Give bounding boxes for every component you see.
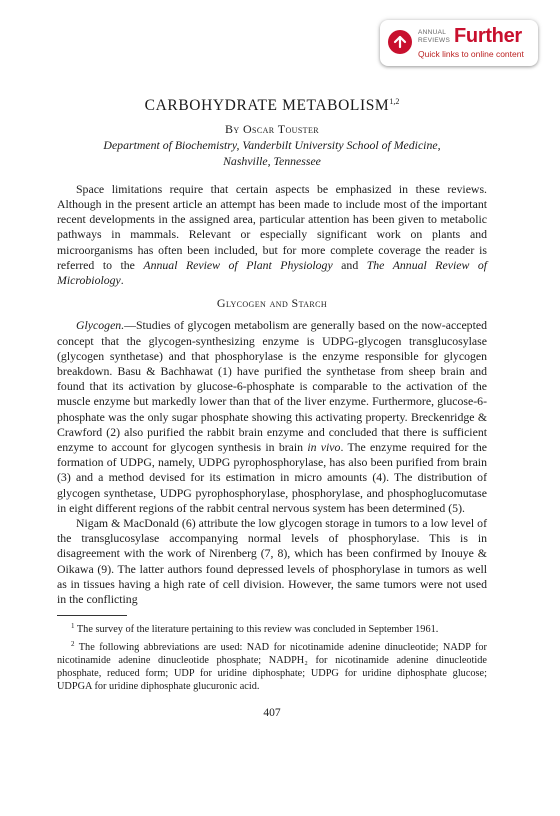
article-title xyxy=(57,94,487,113)
intro-journal-2: The Annual Review of Microbiology xyxy=(57,257,487,288)
tumor-paragraph: Nigam & MacDonald (6) attribute the low glycogen storage in tumors to a low level of the transglucosylase accompanying normal levels of phosphorylase. This is in disagreement with the work of Nirenberg (7, 8), which has been confirmed by Inouye & Oikawa (9). The latter authors found depressed levels of phosphorylase in tumors as well as in tissues having a high rate of cell division. However, the same tumors were not used in the conflicting xyxy=(57,516,487,607)
glycogen-lead: Glycogen. xyxy=(76,318,125,333)
badge-brand: Further xyxy=(454,25,522,47)
footnote-2-text: The following abbreviations are used: NAD for nicotinamide adenine dinucleotide; NADP for nicotinamide adenine dinucleotide phosphate; NADPH₂ for nicotinamide adenine dinucleotide phosphate, reduced form; UDP for uridine diphosphate; UDPG for uridine diphosphate glucose; UDPGA for uridine diphosphate glucuronic acid. xyxy=(57,642,487,692)
intro-text: Space limitations require that certain aspects be emphasized in these reviews. Although in the present article an attempt has been made to include most of the important recent developments in the assigned area, particular attention has been given to metabolic pathways in mammals. Relevant or especially significant work on plants and microorganisms has often been included, but for more complete coverage the reader is referred to the xyxy=(57,181,487,272)
title-footnote-marks: 1,2 xyxy=(389,97,400,106)
annual-reviews-wordmark xyxy=(418,29,450,44)
intro-end: . xyxy=(120,273,124,288)
intro-journal-1: Annual Review of Plant Physiology xyxy=(143,257,333,272)
footnote-divider xyxy=(57,615,127,616)
further-badge[interactable] xyxy=(380,20,538,66)
page-number: 407 xyxy=(263,706,281,719)
glycogen-text-2: . The enzyme required for the formation of UDPG, namely, UDPG pyrophosphorylase, has also been purified from brain (3) and a method devised for its estimation in micro amounts (4). The distribution of glycogen synthetase, UDPG pyrophosphorylase, phosphorylase, and phosphoglucomutase in eight different regions of the rabbit central nervous system has been determined (5). xyxy=(57,440,487,515)
footnote-2-mark: 2 xyxy=(71,640,75,649)
intro-paragraph xyxy=(57,182,487,288)
title-text: CARBOHYDRATE METABOLISM xyxy=(144,97,390,114)
article-page xyxy=(57,94,487,721)
footnote-1-mark: 1 xyxy=(71,622,75,631)
footnote-2 xyxy=(57,638,487,694)
badge-line2: REVIEWS xyxy=(418,36,451,44)
glycogen-italic: in vivo xyxy=(307,440,341,455)
glycogen-text-1: —Studies of glycogen metabolism are generally based on the now-accepted concept that the glycogen-synthesizing enzyme is UDPG-glycogen transglucosylase (glycogen synthetase) and that phosphorylase is the enzyme responsible for glycogen breakdown. Basu & Bachhawat (1) have purified the synthetase from sheep brain and found that its activation by glucose-6-phosphate is comparable to the activation of the muscle enzyme but markedly lower than that of the liver enzyme. Furthermore, glucose-6-phosphate was the only sugar phosphate showing this activating property. Breckenridge & Crawford (2) also purified the rabbit brain enzyme and concluded that there is sufficient enzyme to account for glycogen synthesis in brain xyxy=(57,318,487,455)
section-heading: Glycogen and Starch xyxy=(216,296,328,311)
glycogen-paragraph xyxy=(57,318,487,516)
footnote-1-text: The survey of the literature pertaining to this review was concluded in September 1961. xyxy=(74,624,439,636)
intro-and: and xyxy=(332,257,367,272)
affiliation-line2: Nashville, Tennessee xyxy=(223,153,321,168)
badge-subtitle: Quick links to online content xyxy=(418,49,524,59)
footnote-1 xyxy=(57,620,487,637)
annual-reviews-logo-icon xyxy=(388,30,412,54)
author-line: By Oscar Touster xyxy=(225,122,319,137)
badge-line1: ANNUAL xyxy=(418,29,447,36)
affiliation-line1: Department of Biochemistry, Vanderbilt University School of Medicine, xyxy=(103,138,441,153)
